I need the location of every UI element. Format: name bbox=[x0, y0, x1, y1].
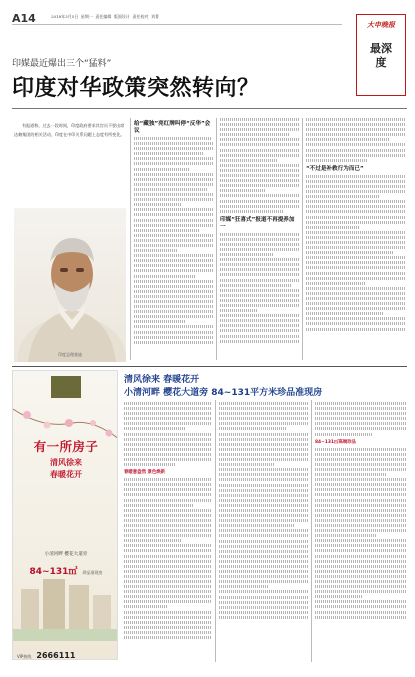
article-column-2 bbox=[134, 118, 214, 362]
headline: 印度对华政策突然转向？ bbox=[12, 76, 260, 101]
ad-column-3 bbox=[315, 402, 406, 660]
poster-line-2: 春暖花开 bbox=[50, 470, 82, 479]
lede-text: 有报道称，过去一段时间，印度政府要求其官员不要出席达赖集团的相关活动，印度在中印关系问题上态度有所变化。 bbox=[14, 123, 125, 137]
hotline-label: VIP热线 bbox=[17, 654, 32, 659]
photo-caption: 印度总理莫迪 bbox=[58, 352, 82, 357]
lede-box bbox=[14, 122, 126, 139]
masthead bbox=[12, 12, 402, 42]
ad-column-2 bbox=[219, 402, 309, 660]
section-name: 最深度 bbox=[370, 42, 392, 69]
building-illustration bbox=[13, 571, 118, 641]
ad-column-divider-2 bbox=[311, 400, 312, 662]
poster-location: 小清河畔 樱花大道旁 bbox=[44, 552, 88, 557]
portrait-illustration bbox=[14, 208, 126, 362]
poster-area: 84~131㎡ bbox=[29, 567, 78, 577]
article-column-3 bbox=[220, 118, 300, 362]
column-divider-2 bbox=[216, 118, 217, 360]
weekday-text: 星期一 bbox=[80, 14, 93, 19]
ad-subhead-b: 84~131㎡高端珍品 bbox=[315, 439, 356, 445]
ad-divider bbox=[12, 366, 407, 367]
poster-area-suffix: 珍品准现房 bbox=[82, 570, 103, 575]
column-divider-1 bbox=[130, 118, 131, 360]
subhead-1: 给“藏独”亮红牌叫停“反华”会议 bbox=[134, 121, 211, 134]
ad-column-divider-1 bbox=[215, 400, 216, 662]
proof-name: 刘菁 bbox=[151, 14, 160, 19]
date-text: 2018年3月5日 bbox=[51, 14, 79, 19]
hotline-number: 2666111 bbox=[36, 651, 76, 660]
ad-title-2: 小清河畔 樱花大道旁 84~131平方米珍品准现房 bbox=[124, 388, 323, 398]
editor-label: 责任编辑 bbox=[95, 14, 112, 19]
ad-subhead-a: 春暖意盎然 景色焕新 bbox=[124, 470, 166, 476]
article-column-4 bbox=[306, 118, 406, 362]
subhead-3: “不过是补救行为而已” bbox=[306, 165, 364, 172]
ad-title-1: 清风徐来 春暖花开 bbox=[124, 375, 200, 385]
ad-poster bbox=[12, 370, 118, 660]
proof-label: 责任校对 bbox=[132, 14, 149, 19]
poster-line-1: 清风徐来 bbox=[50, 458, 82, 467]
column-divider-3 bbox=[302, 118, 303, 360]
dateline bbox=[51, 14, 159, 20]
kicker: 印媒最近爆出三个“猛料” bbox=[12, 59, 112, 69]
ad-column-1 bbox=[124, 402, 212, 660]
poster-headline: 有一所房子 bbox=[33, 439, 99, 454]
header-rule bbox=[12, 24, 342, 25]
page-code: A14 bbox=[12, 12, 36, 25]
poster-hotline bbox=[17, 643, 115, 660]
photo-modi bbox=[14, 208, 126, 362]
subhead-2: 印媒“狂喜式”报道不再提养加一 bbox=[220, 216, 295, 230]
section-logo bbox=[356, 14, 406, 96]
brand-logo: 大申晚报 bbox=[367, 20, 395, 29]
top-divider bbox=[12, 108, 407, 109]
designer-label: 版面设计 bbox=[113, 14, 130, 19]
